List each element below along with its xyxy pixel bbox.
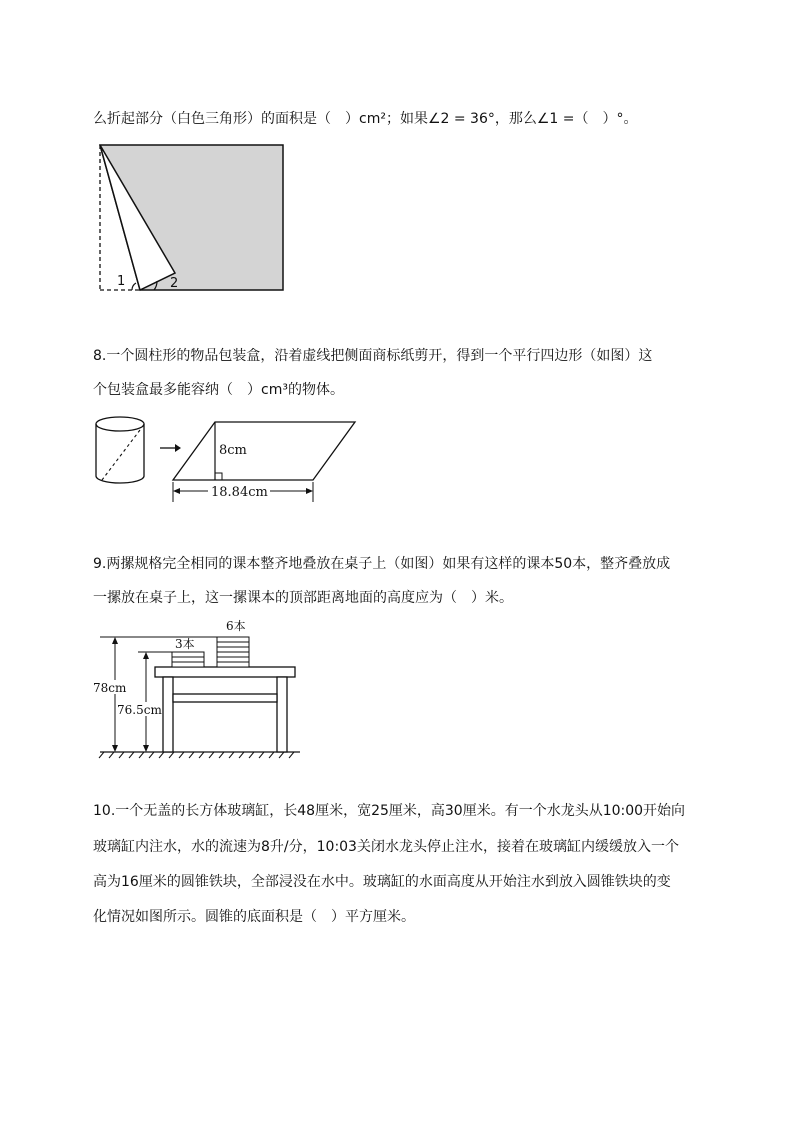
- q9-book-stacks-table-figure: [90, 614, 305, 759]
- dim-765-arrow-top: [143, 652, 149, 659]
- q10-text-line4: 化情况如图所示。圆锥的底面积是（ ）平方厘米。: [93, 909, 415, 925]
- parallelogram: [173, 422, 355, 480]
- cylinder-top: [96, 417, 144, 431]
- q7-folded-rectangle-figure: [95, 140, 290, 295]
- q8-cylinder-parallelogram-figure: [90, 412, 360, 504]
- base-arrow-left: [173, 488, 180, 494]
- table-crossbar: [173, 694, 277, 702]
- q10-text-line3: 高为16厘米的圆锥铁块，全部浸没在水中。玻璃缸的水面高度从开始注水到放入圆锥铁块的变: [93, 874, 671, 890]
- dim-78-arrow-top: [112, 637, 118, 644]
- stack-small-label: 3本: [175, 637, 195, 651]
- height-78-label: 78cm: [93, 681, 127, 695]
- book-stack-small: [172, 652, 204, 667]
- dim-765-arrow-bottom: [143, 745, 149, 752]
- dim-78-arrow-bottom: [112, 745, 118, 752]
- q8-text-line1: 8.一个圆柱形的物品包装盒，沿着虚线把侧面商标纸剪开，得到一个平行四边形（如图）这: [93, 348, 653, 364]
- ground-hatching: [99, 752, 294, 758]
- angle1-arc: [132, 283, 136, 290]
- cylinder-dashed-cut: [102, 430, 140, 480]
- angle2-label: 2: [170, 276, 179, 291]
- q8-text-line2: 个包装盒最多能容纳（ ）cm³的物体。: [93, 382, 344, 398]
- angle1-label: 1: [117, 274, 126, 289]
- base-arrow-right: [306, 488, 313, 494]
- height-765-label: 76.5cm: [117, 703, 162, 717]
- table-leg-left: [163, 677, 173, 752]
- base-label: 18.84cm: [211, 485, 268, 500]
- q10-text-line2: 玻璃缸内注水，水的流速为8升/分，10:03关闭水龙头停止注水，接着在玻璃缸内缓缓放入一个: [93, 839, 679, 855]
- table-leg-right: [277, 677, 287, 752]
- book-stack-large: [217, 637, 249, 667]
- q9-text-line2: 一摞放在桌子上，这一摞课本的顶部距离地面的高度应为（ ）米。: [93, 590, 513, 606]
- q7-text-line1: 么折起部分（白色三角形）的面积是（ ）cm²；如果∠2 = 36°，那么∠1 =（ ）°。: [93, 111, 638, 127]
- arrow-head: [175, 444, 181, 452]
- q9-text-line1: 9.两摞规格完全相同的课本整齐地叠放在桌子上（如图）如果有这样的课本50本，整齐叠放成: [93, 556, 671, 572]
- q10-text-line1: 10.一个无盖的长方体玻璃缸，长48厘米，宽25厘米，高30厘米。有一个水龙头从10:00开始向: [93, 803, 686, 819]
- table-top: [155, 667, 295, 677]
- height-label: 8cm: [219, 443, 247, 458]
- stack-large-label: 6本: [226, 619, 246, 633]
- cylinder-bottom: [96, 476, 144, 483]
